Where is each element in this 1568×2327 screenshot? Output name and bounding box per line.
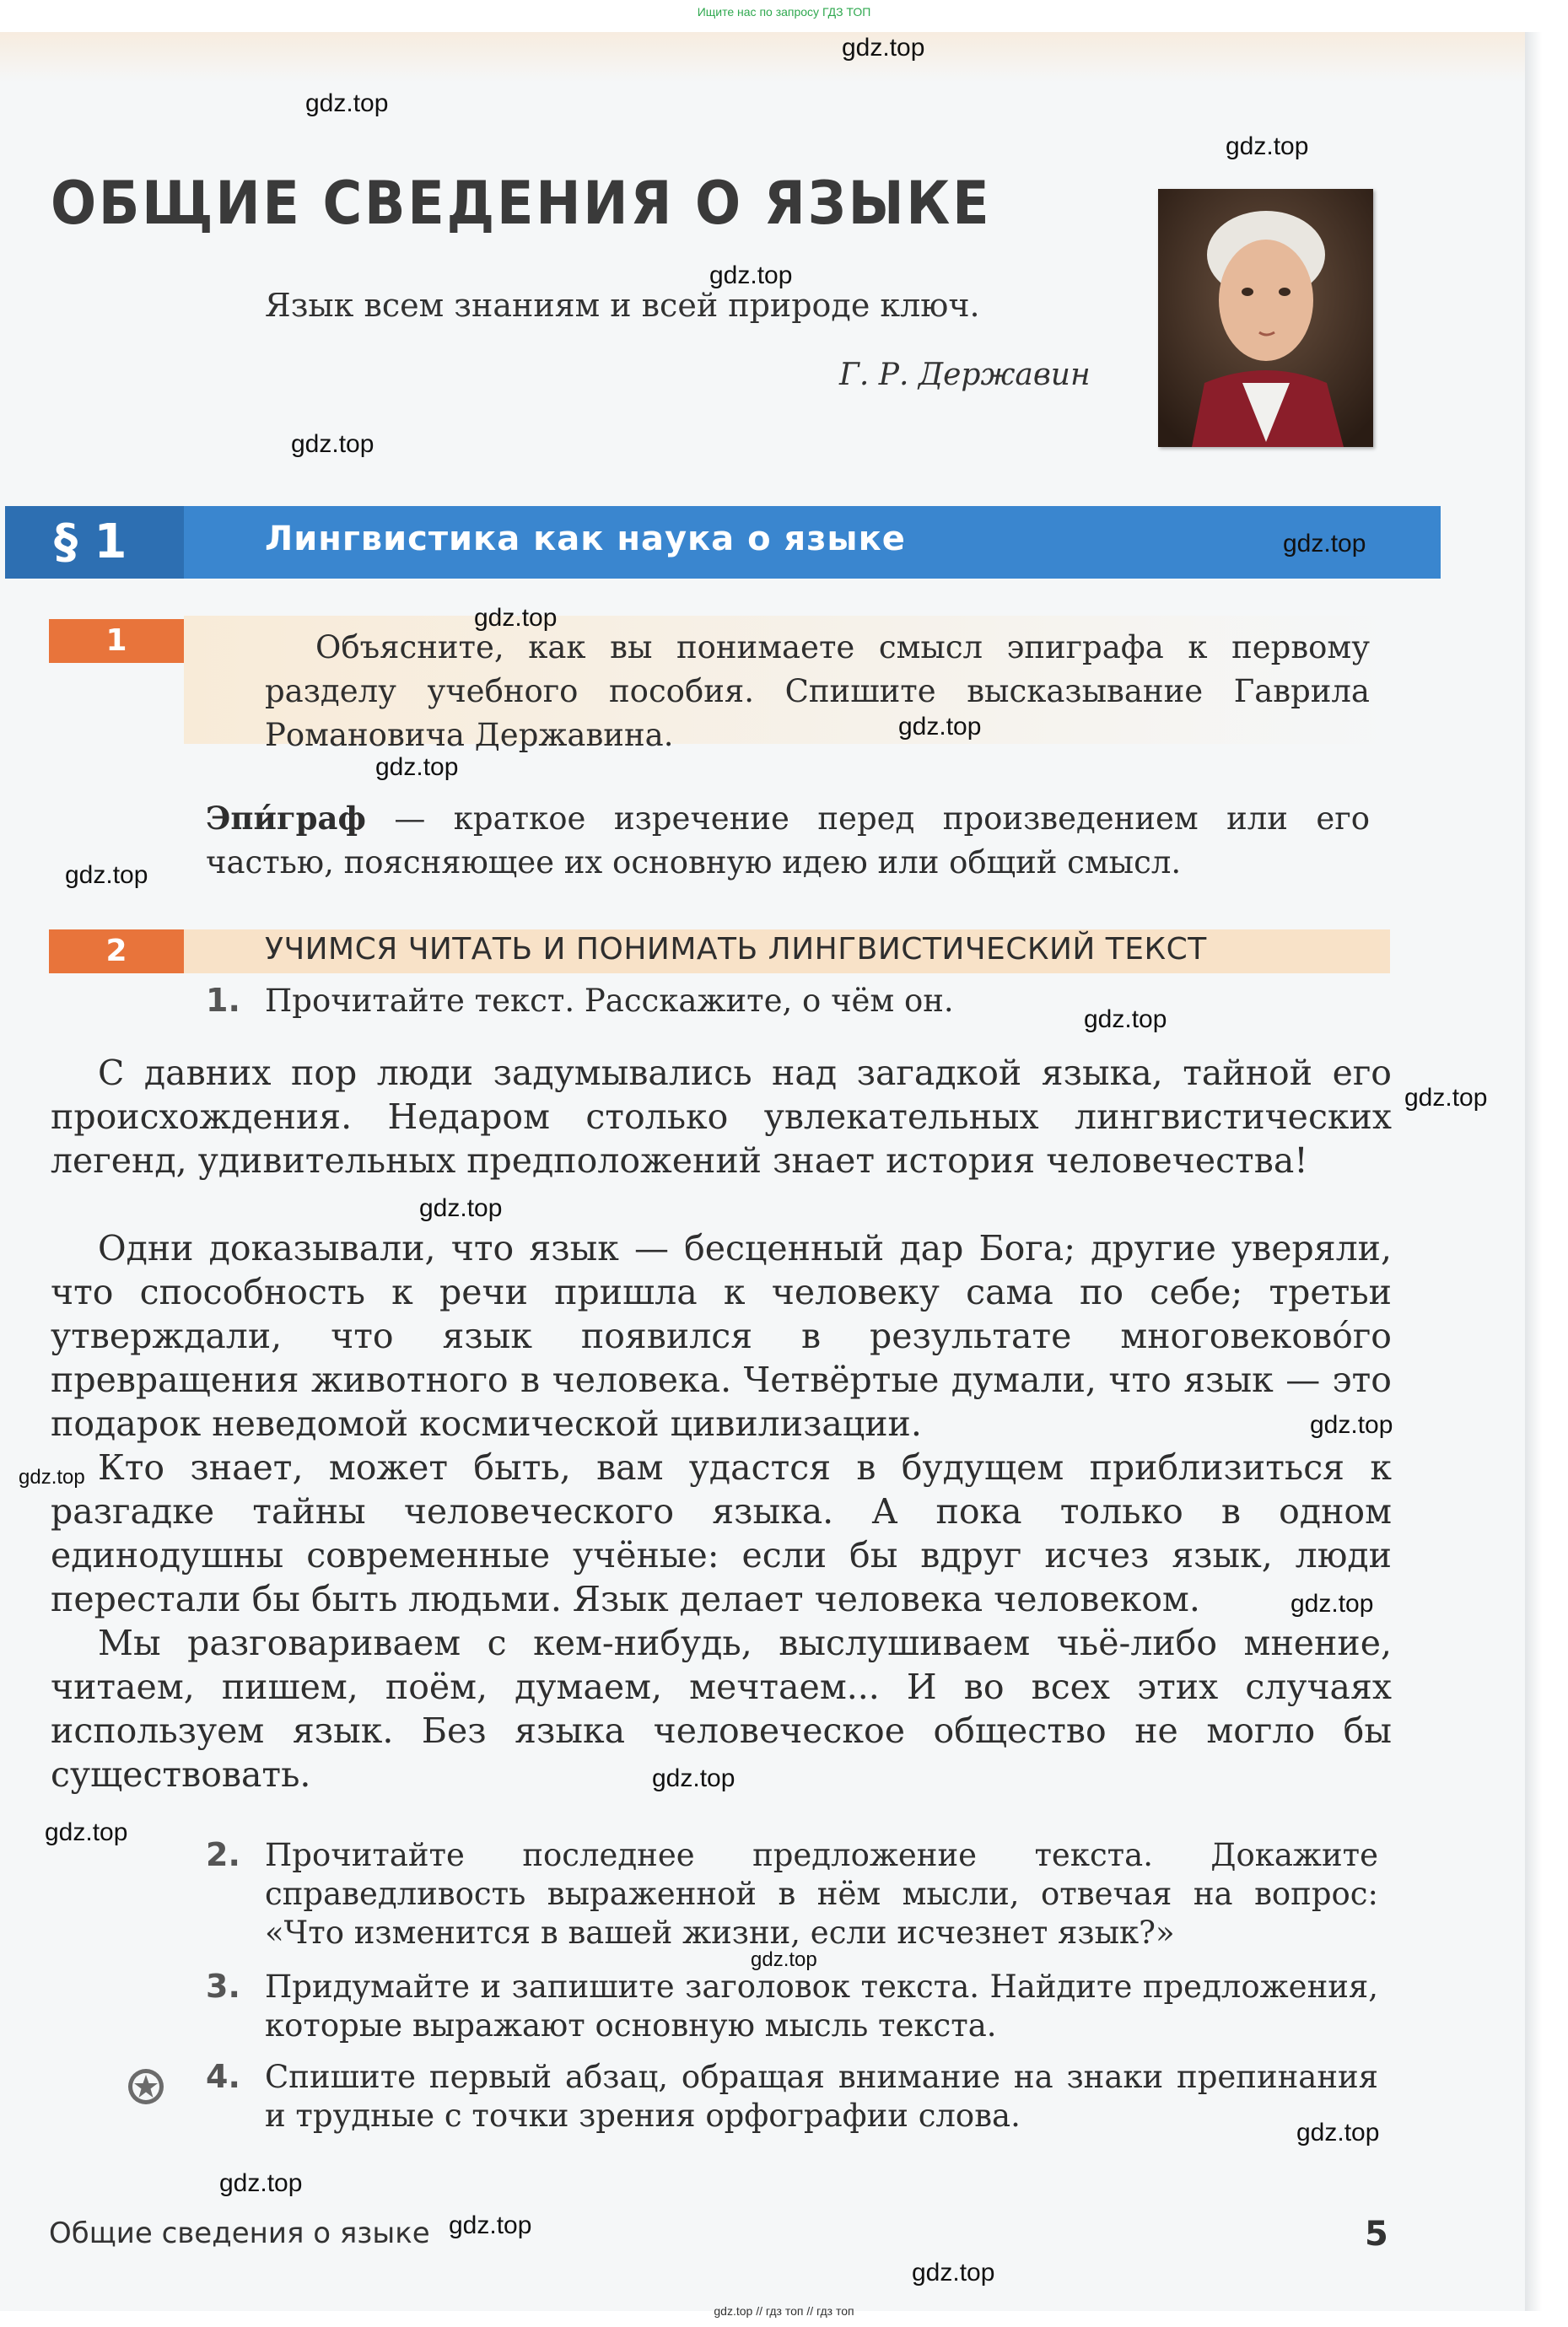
watermark[interactable]: gdz.top — [1084, 1005, 1167, 1033]
exercise-1-text: Объясните, как вы понимаете смысл эпиграфа к первому разделу учебного пособия. Спишите высказывание Гаврила Романовича Державина. — [265, 629, 1370, 753]
chapter-title: ОБЩИЕ СВЕДЕНИЯ О ЯЗЫКЕ — [51, 169, 992, 238]
watermark[interactable]: gdz.top — [842, 34, 925, 62]
watermark[interactable]: gdz.top — [912, 2259, 995, 2287]
watermark[interactable]: gdz.top — [1310, 1411, 1393, 1439]
watermark[interactable]: gdz.top — [19, 1466, 85, 1489]
task-2-text: Прочитайте последнее предложение текста. Докажите справедливость выраженной в нём мысли, отвечая на вопрос: «Что изменится в вашей жизни, если исчезнет язык?» — [265, 1837, 1378, 1951]
exercise-1-badge: 1 — [49, 619, 184, 663]
task-2-number: 2. — [206, 1836, 240, 1873]
epigraph-definition — [206, 796, 1370, 885]
watermark[interactable]: gdz.top — [375, 753, 459, 781]
watermark[interactable]: gdz.top — [65, 861, 148, 889]
exercise-2-badge: 2 — [49, 929, 184, 973]
watermark[interactable]: gdz.top — [898, 713, 982, 741]
watermark[interactable]: gdz.top — [1291, 1590, 1374, 1618]
page-edge-shadow — [1525, 32, 1542, 2311]
top-note[interactable]: Ищите нас по запросу ГДЗ ТОП — [697, 5, 871, 19]
task-4-text: Спишите первый абзац, обращая внимание на знаки препинания и трудные с точки зрения орфографии слова. — [265, 2059, 1378, 2134]
task-1-number: 1. — [206, 982, 240, 1019]
section-title: Лингвистика как наука о языке — [265, 520, 906, 558]
definition-text: — краткое изречение перед произведением или его частью, поясняющее их основную идею или общий смысл. — [206, 800, 1370, 881]
footer-section-name: Общие сведения о языке — [49, 2217, 430, 2250]
page-number: 5 — [1365, 2215, 1388, 2254]
watermark[interactable]: gdz.top — [709, 261, 793, 289]
definition-term: Эпи́граф — [206, 800, 366, 837]
watermark[interactable]: gdz.top — [1283, 530, 1366, 558]
watermark[interactable]: gdz.top — [751, 1948, 817, 1971]
task-3-text: Придумайте и запишите заголовок текста. Найдите предложения, которые выражают основную мысль текста. — [265, 1969, 1378, 2044]
watermark[interactable]: gdz.top — [474, 604, 558, 632]
star-circle-icon — [127, 2067, 165, 2106]
watermark[interactable]: gdz.top — [1404, 1084, 1488, 1112]
epigraph-author: Г. Р. Державин — [839, 358, 1091, 392]
watermark[interactable]: gdz.top — [305, 89, 389, 117]
page-top-tint — [0, 32, 1525, 83]
watermark[interactable]: gdz.top — [219, 2169, 303, 2197]
section-number: § 1 — [5, 506, 184, 579]
task-4-number: 4. — [206, 2058, 240, 2095]
epigraph-quote: Язык всем знаниям и всей природе ключ. — [265, 287, 980, 324]
task-1-text: Прочитайте текст. Расскажите, о чём он. — [265, 983, 954, 1019]
text-paragraph-2: Одни доказывали, что язык — бесценный дар Бога; другие уверяли, что способность к речи пришла к человеку сама по себе; третьи утверждали, что язык появился в результате многовеково́го превращения животного в человека. Четвёртые думали, что язык — это подарок неведомой космической цивилизации. — [51, 1228, 1392, 1444]
watermark[interactable]: gdz.top — [291, 430, 374, 458]
watermark[interactable]: gdz.top — [45, 1818, 128, 1846]
text-paragraph-3: Кто знает, может быть, вам удастся в будущем приблизиться к разгадке тайны человеческого языка. А пока только в одном единодушны современные учёные: если бы вдруг исчез язык, люди перестали бы быть людьми. Язык делает человека человеком. — [51, 1447, 1392, 1619]
exercise-2-heading: УЧИМСЯ ЧИТАТЬ И ПОНИМАТЬ ЛИНГВИСТИЧЕСКИЙ ТЕКСТ — [265, 932, 1207, 967]
portrait-image — [1158, 189, 1373, 447]
watermark[interactable]: gdz.top — [652, 1764, 736, 1792]
watermark[interactable]: gdz.top — [449, 2211, 532, 2239]
bottom-note[interactable]: gdz.top // гдз топ // гдз топ — [714, 2304, 854, 2318]
watermark[interactable]: gdz.top — [1226, 132, 1309, 160]
text-paragraph-4: Мы разговариваем с кем-нибудь, выслушиваем чьё-либо мнение, читаем, пишем, поём, думаем, мечтаем... И во всех этих случаях используем язык. Без языка человеческое общество не могло бы существовать. — [51, 1623, 1392, 1795]
text-paragraph-1: С давних пор люди задумывались над загадкой языка, тайной его происхождения. Недаром столько увлекательных лингвистических легенд, удивительных предположений знает история человечества! — [51, 1053, 1392, 1181]
watermark[interactable]: gdz.top — [419, 1194, 503, 1222]
task-3-number: 3. — [206, 1968, 240, 2005]
watermark[interactable]: gdz.top — [1296, 2119, 1380, 2147]
